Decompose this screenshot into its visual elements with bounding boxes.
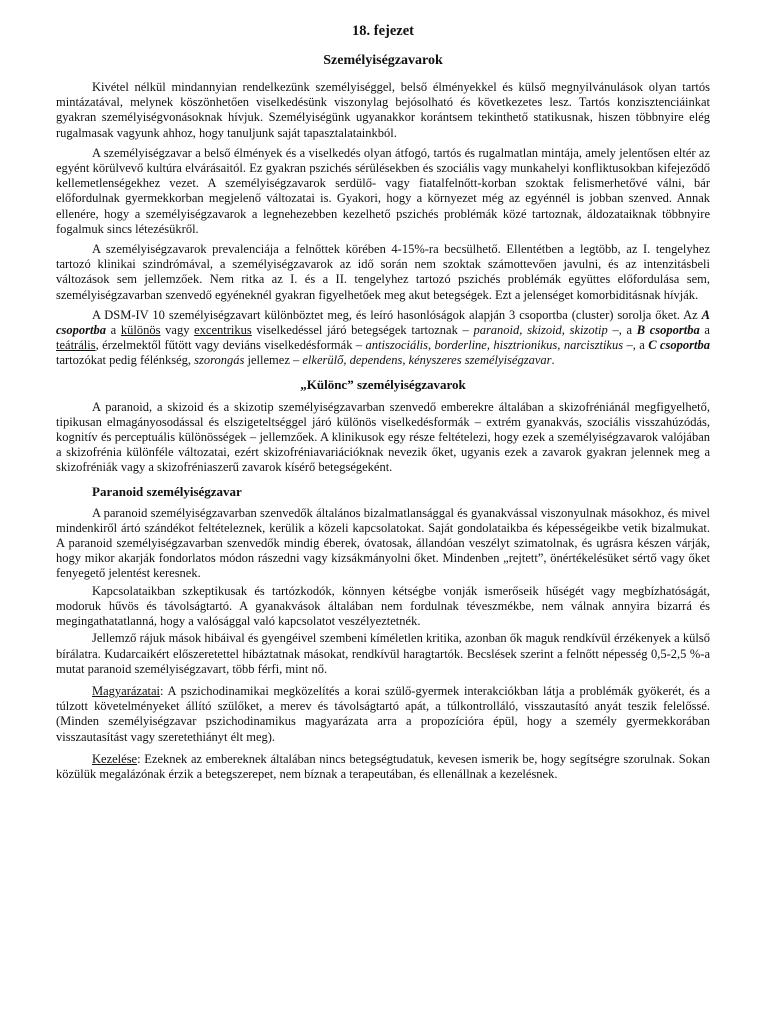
explanation-paragraph: [56, 684, 710, 745]
b-group-list: antiszociális, borderline, hisztrionikus, narcisztikus: [365, 338, 624, 353]
treatment-text: : Ezeknek az embereknek általában nincs betegségtudatuk, kevesen ismerik be, hogy segítségre szorulnak. Sokan közülük megalázónak érzik a betegszerepet, nem bíznak a terapeutában, és ellenállnak a kezelésnek.: [56, 751, 710, 781]
c-group-label: C csoportba: [648, 338, 710, 353]
szorongas-term: szorongás: [194, 353, 245, 368]
dsm-text: , érzelmektől fűtött vagy deviáns viselkedésformák –: [95, 338, 366, 353]
odd-paragraph: A paranoid, a skizoid és a skizotip személyiségzavarban szenvedő emberekre általában a skizofréniánál megfigyelhető, tipikusan elmagányosodással és elszigeteltséggel járó különös viselkedésformák – extrém gyanakvás, szociális visszahúzódás, kognitív és perceptuális különösségek – jellemzőek. A klinikusok egy része feltételezi, hogy ezek a személyiségzavarok valójában a skizofrénia különféle változatai, ezért skizofréniavariációknak nevezik őket, ugyanis ezek a zavarok gyakran jelennek meg a skizofréniák vagy a skizofréniaszerű zavarok kísérő betegségeként.: [56, 399, 710, 475]
chapter-heading: 18. fejezet: [352, 23, 414, 39]
dsm-text: vagy: [160, 323, 195, 338]
dsm-text: A DSM-IV 10 személyiségzavart különböztet meg, és leíró hasonlóságok alapján 3 csoportba (cluster) sorolja őket. Az: [92, 307, 702, 322]
a-group-label: A csoportba: [56, 307, 710, 338]
paranoid-paragraph-3: Jellemző rájuk mások hibáival és gyengéivel szembeni kíméletlen kritika, azonban ők maguk rendkívül érzékenyek a külső bírálatra. Kudarcaikért előszeretettel hibáztatnak másokat, rendkívül haragtartók. Becslések szerint a felnőtt népesség 0,5-2,5 %-a mutat paranoid személyiségzavart, több férfi, mint nő.: [56, 631, 710, 676]
explanation-label: Magyarázatai: [92, 683, 161, 698]
c-group-list: elkerülő, dependens, kényszeres személyiségzavar: [302, 353, 552, 368]
dsm-text: .: [551, 353, 555, 368]
intro-paragraph-2: A személyiségzavar a belső élmények és a viselkedés olyan átfogó, tartós és rugalmatlan mintája, amely jelentősen eltér az egyént körülvevő kultúra elvárásaitól. Ez gyakran pszichés sérülésekben és szociális vagy munkahelyi konfliktusokban kifejeződő kellemetlenségekhez vezet. A személyiségzavarok serdülő- vagy fiatalfelnőtt-korban szoktak felismerhetővé válni, bár előfordulnak gyermekkorban megjelenő változatai is. Gyakori, hogy a környezet még az egyénnél is jobban szenved. Annak ellenére, hogy a személyiségzavarok a legnehezebben kezelhető pszichés problémák közé tartoznak, áldozataiknak többnyire fogalmuk sincs létezésükről.: [56, 145, 710, 236]
treatment-paragraph: [56, 752, 710, 782]
paranoid-section-heading: Paranoid személyiségzavar: [92, 483, 242, 499]
explanation-text: : A pszichodinamikai megközelítés a korai szülő-gyermek interakciókban látja a problémák gyökerét, és a túlzott követelményeket állító szülőket, a merev és távolságtartó apát, a túlkontrolláló, visszautasító anyát teszik felelőssé. (Minden személyiségzavar pszichodinamikus magyarázata arra a propozícióra épül, hogy a személy gyermekkorában visszautasítást vagy szeretethiányt élt meg).: [56, 683, 710, 744]
a-group-list: paranoid, skizoid, skizotip: [473, 323, 608, 338]
intro-paragraph-1: Kivétel nélkül mindannyian rendelkezünk személyiséggel, belső élményekkel és külső megnyilvánulások olyan tartós mintázatával, melynek köszönhetően viselkedésünk viszonylag bejósolható és következetes lesz. Tartós konzisztenciáinkat gyakran személyiségvonásoknak hívjuk. Személyiségünk ugyanakkor korántsem tekinthető statikusnak, hiszen többnyire elég rugalmasak vagyunk ahhoz, hogy tanuljunk saját tapasztalatainkból.: [56, 80, 710, 140]
dsm-text: –, a: [623, 338, 649, 353]
intro-paragraph-3: A személyiségzavarok prevalenciája a felnőttek körében 4-15%-ra becsülhető. Ellentétben a legtöbb, az I. tengelyhez tartozó klinikai szindrómával, a személyiségzavarok az idő során nem szoktak számottevően javulni, és az intenzitásbeli változások sem jellemzőek. Nem ritka az I. és a II. tengelyhez tartozó pszichés problémák együttes előfordulása sem, személyiségzavarban szenvedő egyéneknél gyakran figyelhetőek meg akut betegségek. Ezt a jelenséget komorbiditásnak hívják.: [56, 242, 710, 302]
page-title: Személyiségzavarok: [323, 53, 443, 68]
dsm-paragraph: [56, 308, 710, 369]
treatment-label: Kezelése: [92, 751, 138, 766]
teatralis-term: teátrális: [56, 338, 96, 353]
dsm-text: a: [699, 323, 710, 338]
dsm-text: jellemez –: [244, 353, 303, 368]
paranoid-paragraph-2: Kapcsolataikban szkeptikusak és tartózkodók, könnyen kétségbe vonják ismerőseik hűségét vagy megbízhatóságát, modoruk hűvös és távolságtartó. A gyanakvások általában nem fordulnak téveszmékbe, nem válnak annyira bizarrá és megingathatatlanná, hogy a valósággal való kapcsolatot veszélyeztetnék.: [56, 583, 710, 629]
kulonos-term: különös: [120, 323, 161, 338]
excentrikus-term: excentrikus: [194, 323, 252, 338]
dsm-text: –, a: [607, 323, 637, 338]
dsm-text: tartozókat pedig félénkség,: [56, 353, 195, 368]
b-group-label: B csoportba: [636, 323, 700, 338]
dsm-text: viselkedéssel járó betegségek tartoznak –: [251, 323, 474, 338]
paranoid-paragraph-1: A paranoid személyiségzavarban szenvedők általános bizalmatlansággal és gyanakvással viszonyulnak másokhoz, és mivel mindenkiről ártó szándékot feltételeznek, kerülik a közeli kapcsolatokat. Saját gondolataikba és képességeikbe vetik bizalmukat. A paranoid személyiségzavarban szenvedők mindig éberek, óvatosak, állandóan veszélyt szimatolnak, és ugrásra készen várják, hogy mikor akarják fondorlatos módon rászedni vagy kizsákmányolni őket. Mindenben „rejtett”, önértékelésüket sértő vagy őket fenyegető jelentést keresnek.: [56, 505, 710, 581]
dsm-text: a: [106, 323, 121, 338]
odd-section-heading: „Különc” személyiségzavarok: [300, 376, 466, 392]
